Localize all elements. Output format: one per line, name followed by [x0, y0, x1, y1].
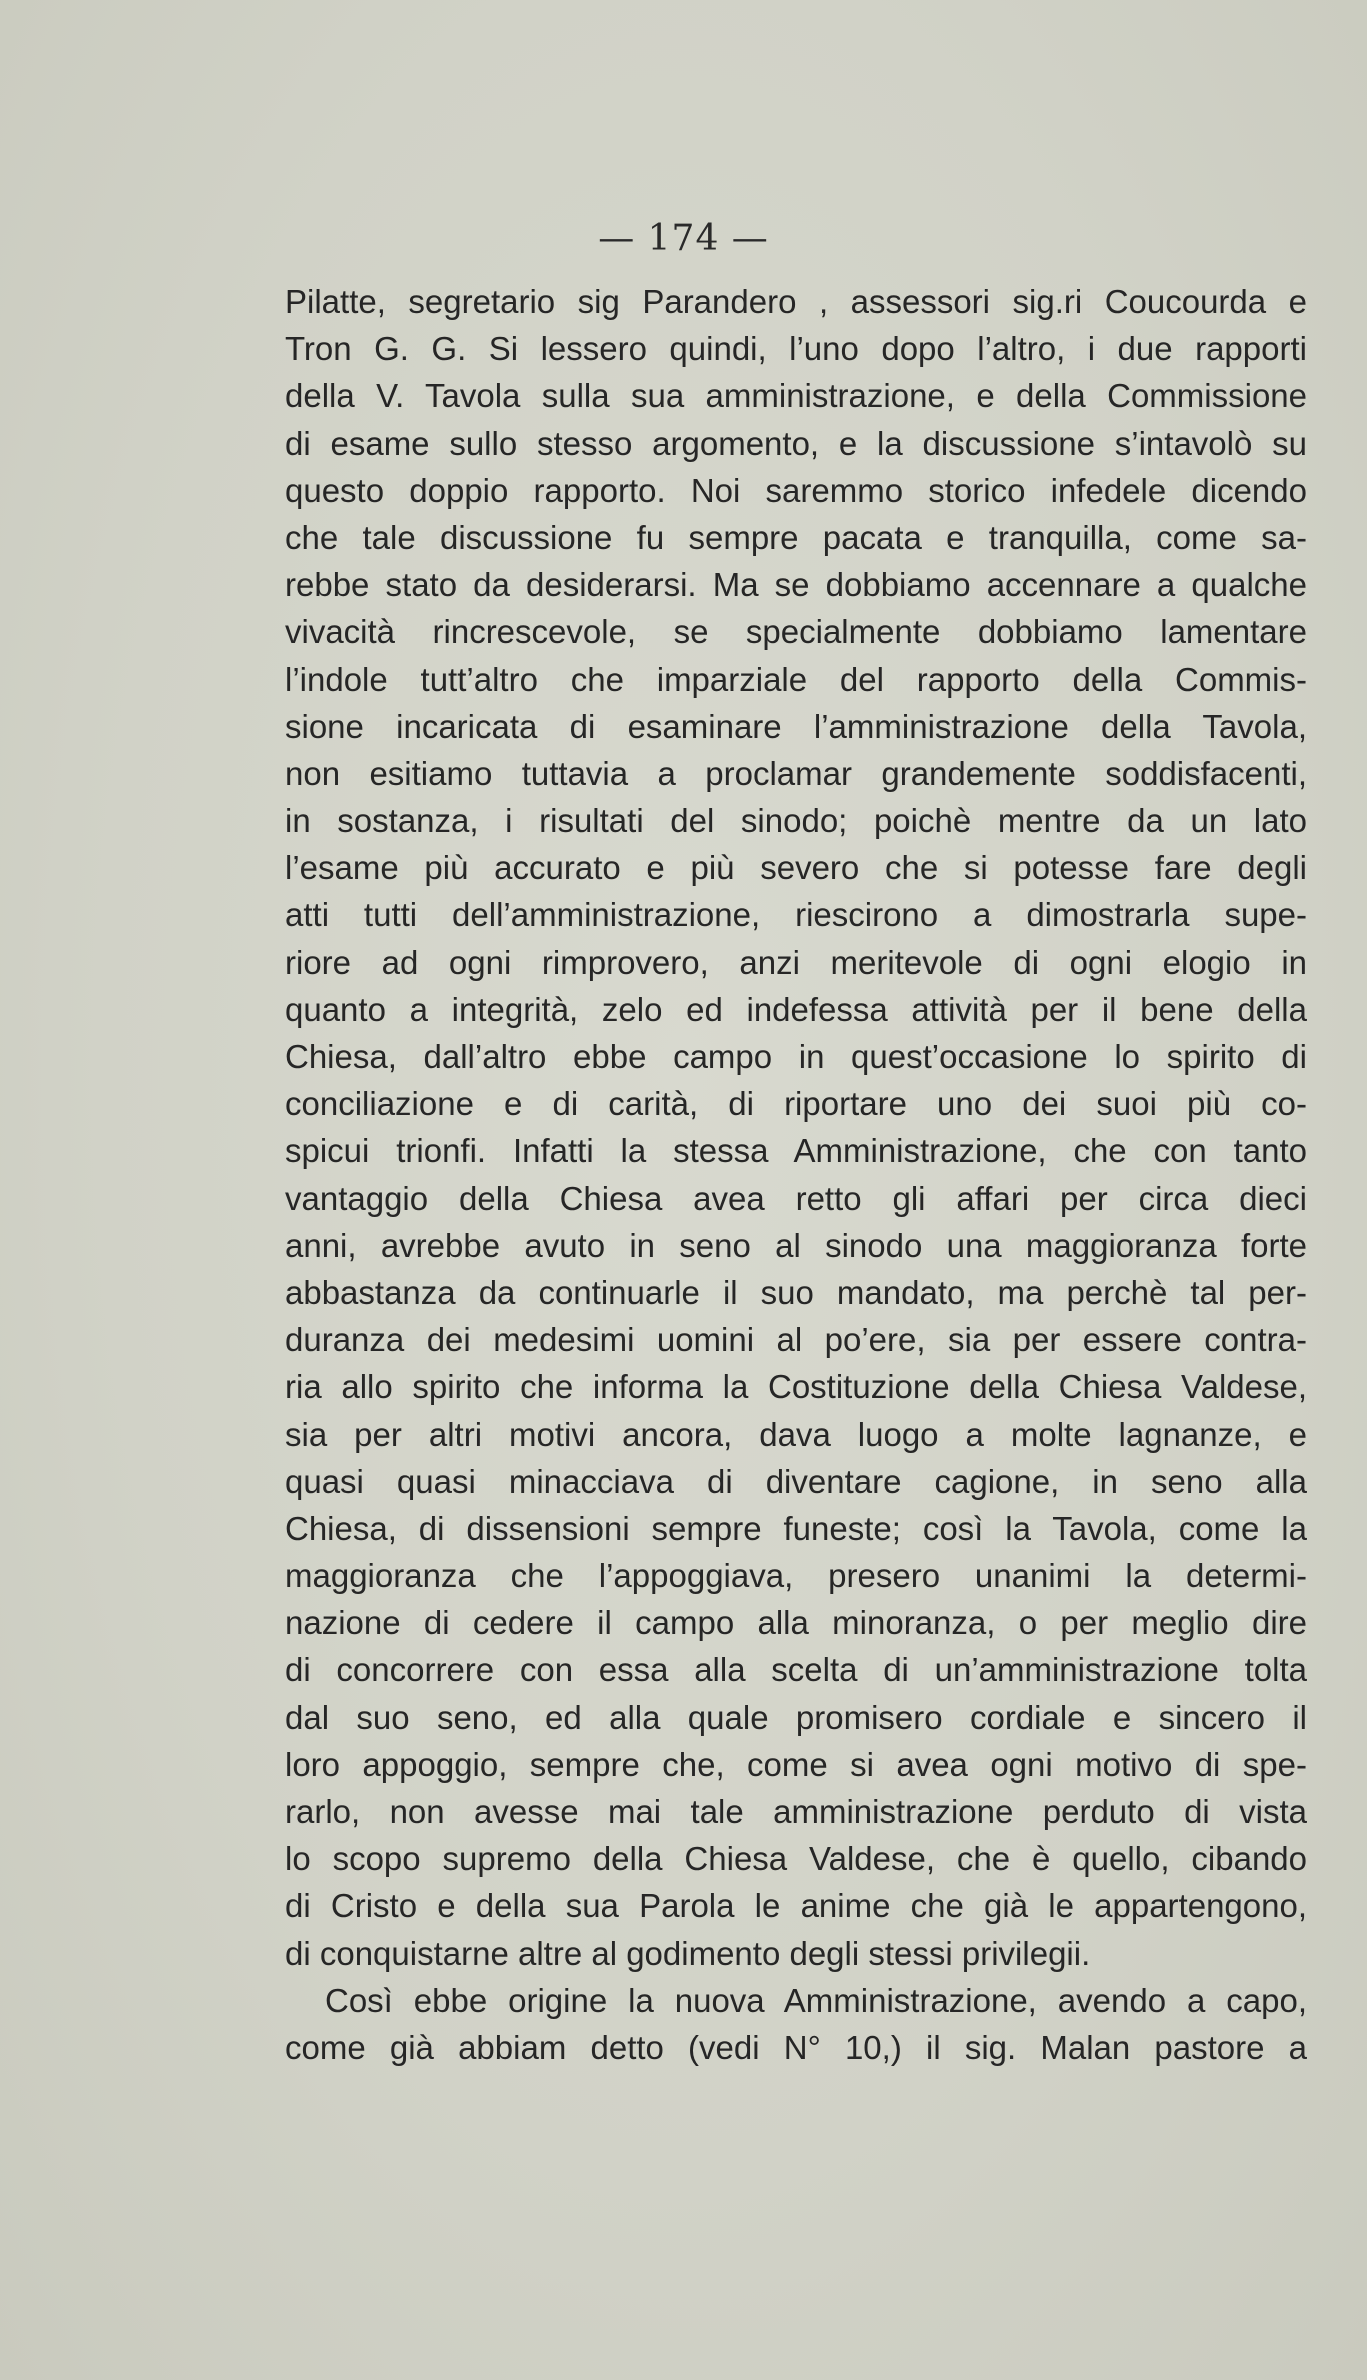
text-line: duranza dei medesimi uomini al po’ere, sia per essere contra- [285, 1321, 1307, 1359]
text-line: della V. Tavola sulla sua amministrazione, e della Commissione [285, 377, 1307, 415]
text-line: abbastanza da continuarle il suo mandato, ma perchè tal per- [285, 1273, 1307, 1311]
paragraph-start-line: Così ebbe origine la nuova Amministrazione, avendo a capo, [325, 1981, 1307, 2019]
text-line: ria allo spirito che informa la Costituzione della Chiesa Valdese, [285, 1368, 1307, 1406]
text-line: conciliazione e di carità, di riportare uno dei suoi più co- [285, 1085, 1307, 1123]
text-line: Chiesa, dall’altro ebbe campo in quest’occasione lo spirito di [285, 1038, 1307, 1075]
text-line: questo doppio rapporto. Noi saremmo storico infedele dicendo [285, 471, 1307, 509]
text-line: rarlo, non avesse mai tale amministrazione perduto di vista [285, 1793, 1307, 1830]
text-line: quanto a integrità, zelo ed indefessa attività per il bene della [285, 990, 1307, 1028]
text-line: di Cristo e della sua Parola le anime che già le appartengono, [285, 1887, 1307, 1925]
text-line: spicui trionfi. Infatti la stessa Amministrazione, che con tanto [285, 1132, 1307, 1170]
body-text [285, 278, 1307, 2071]
text-line: l’indole tutt’altro che imparziale del rapporto della Commis- [285, 660, 1307, 698]
text-line: vivacità rincrescevole, se specialmente dobbiamo lamentare [285, 613, 1307, 651]
text-line: in sostanza, i risultati del sinodo; poichè mentre da un lato [285, 802, 1307, 840]
text-line: rebbe stato da desiderarsi. Ma se dobbiamo accennare a qualche [285, 566, 1307, 604]
text-line: Pilatte, segretario sig Parandero , assessori sig.ri Coucourda e [285, 283, 1307, 320]
text-line: Chiesa, di dissensioni sempre funeste; così la Tavola, come la [285, 1509, 1307, 1547]
text-line: lo scopo supremo della Chiesa Valdese, che è quello, cibando [285, 1840, 1307, 1878]
text-line: l’esame più accurato e più severo che si potesse fare degli [285, 849, 1307, 887]
text-line: di concorrere con essa alla scelta di un’amministrazione tolta [285, 1651, 1307, 1689]
text-line: maggioranza che l’appoggiava, presero unanimi la determi- [285, 1557, 1307, 1595]
paragraph-end-line: di conquistarne altre al godimento degli stessi privilegii. [285, 1934, 1091, 1972]
text-line: loro appoggio, sempre che, come si avea ogni motivo di spe- [285, 1745, 1307, 1783]
text-line: come già abbiam detto (vedi N° 10,) il sig. Malan pastore a [285, 2028, 1307, 2066]
text-line: Tron G. G. Si lessero quindi, l’uno dopo l’altro, i due rapporti [285, 330, 1307, 368]
text-line: vantaggio della Chiesa avea retto gli affari per circa dieci [285, 1179, 1307, 1217]
text-line: non esitiamo tuttavia a proclamar grandemente soddisfacenti, [285, 754, 1307, 792]
text-line: che tale discussione fu sempre pacata e tranquilla, come sa- [285, 518, 1307, 556]
text-line: quasi quasi minacciava di diventare cagione, in seno alla [285, 1462, 1307, 1500]
text-line: sia per altri motivi ancora, dava luogo a molte lagnanze, e [285, 1415, 1307, 1453]
text-line: dal suo seno, ed alla quale promisero cordiale e sincero il [285, 1698, 1307, 1736]
text-line: sione incaricata di esaminare l’amministrazione della Tavola, [285, 707, 1307, 745]
text-line: nazione di cedere il campo alla minoranza, o per meglio dire [285, 1604, 1307, 1642]
text-line: anni, avrebbe avuto in seno al sinodo una maggioranza forte [285, 1226, 1307, 1264]
page-number: — 174 — [598, 218, 769, 259]
text-line: di esame sullo stesso argomento, e la discussione s’intavolò su [285, 424, 1307, 462]
text-line: atti tutti dell’amministrazione, riescirono a dimostrarla supe- [285, 896, 1307, 934]
text-line: riore ad ogni rimprovero, anzi meritevole di ogni elogio in [285, 943, 1307, 981]
